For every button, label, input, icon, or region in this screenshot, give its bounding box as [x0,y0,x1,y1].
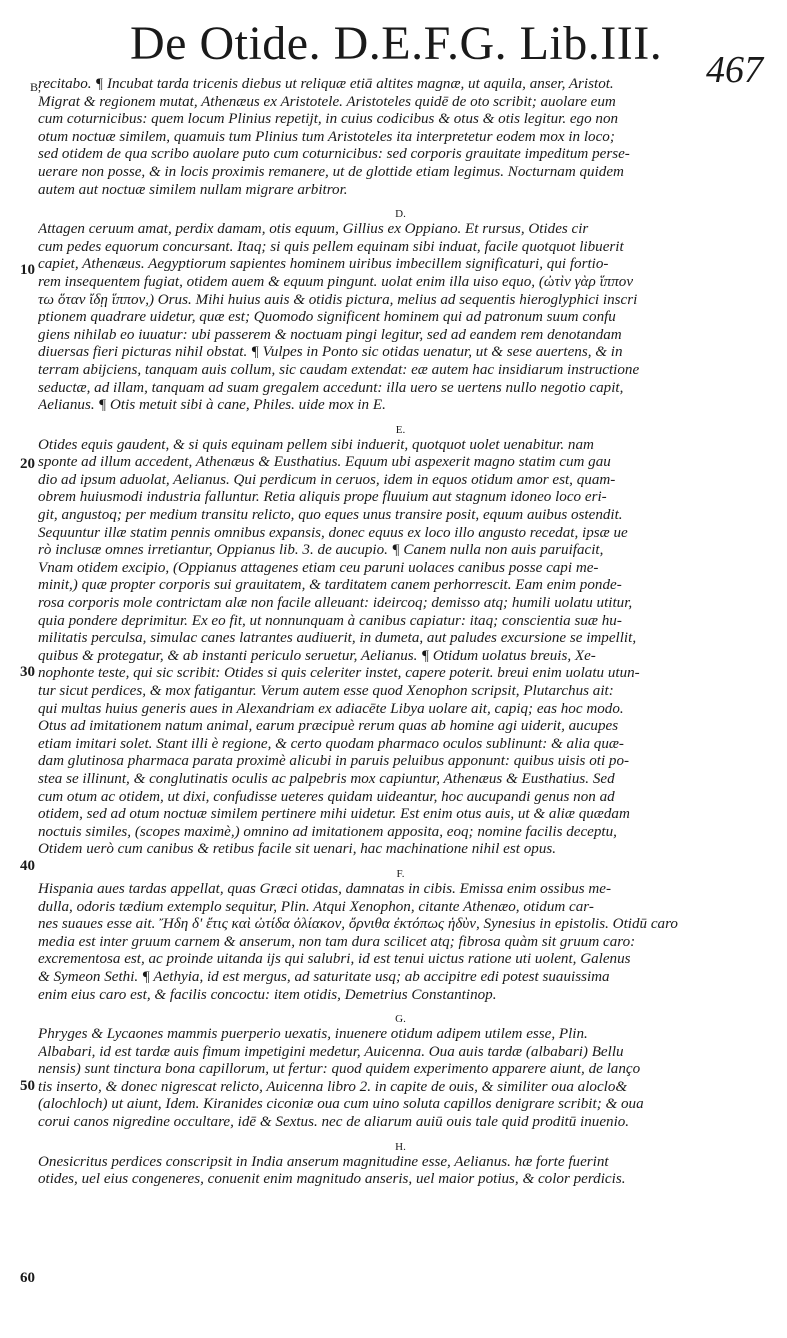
text-line: diuersas fieri picturas nihil obstat. ¶ Vulpes in Ponto sic otidas uenatur, ut & sese auertens, & in [38,344,623,361]
text-line: autem aut noctuæ similem nullam migrare arbitror. [38,181,348,198]
text-line: quia pondere deprimitur. Ex eo fit, ut nonnunquam à canibus capiatur: itaq; conscientia suæ hu- [38,612,622,629]
margin-line-number: 50 [20,1078,35,1094]
text-line: quibus & protegatur, & ab instanti periculo seruetur, Aelianus. ¶ Otidum uolatus breuis, Xe- [38,647,596,664]
text-line: Otides equis gaudent, & si quis equinam pellem sibi induerit, quotquot uolet uenabitur. nam [38,436,594,453]
text-line: Sequuntur illæ statim pennis omnibus expansis, donec equus ex loco illo angusto recedat, ipsæ ue [38,524,628,541]
margin-line-number: 30 [20,664,35,680]
text-line: τω ὅταν ἴδῃ ἵππον,) Orus. Mihi huius auis & otidis pictura, melius ad sequentis hieroglyphici inscri [38,291,638,308]
page-number: 467 [706,49,763,91]
text-line: rò inclusæ omnes irretiantur, Oppianus lib. 3. de aucupio. ¶ Canem nulla non auis paruifacit, [38,542,604,559]
text-line: (alochloch) ut aiunt, Idem. Kiranides ciconiæ oua cum uino soluta capillos denigrare scribit; & oua [38,1096,644,1113]
margin-line-number: 20 [20,456,35,472]
section-h [38,1154,763,1189]
text-line: qui multas huius generis aues in Alexandriam ex adiacēte Libya uolare ait, capiq; eas hoc modo. [38,700,624,717]
text-line: otum noctuæ similem, quamuis tum Plinius tum Aristoteles ita interpretetur eodem mox in loco; [38,128,615,145]
section-heading-h: H. [395,1140,406,1153]
text-line: obrem huiusmodi industria falluntur. Retia aliquis prope fluuium aut stagnum idoneo loco eri- [38,489,607,506]
text-line: sed otidem de qua scribo auolare puto cum coturnicibus: sed corporis grauitate impeditum perse- [38,146,630,163]
text-line: Aelianus. ¶ Otis metuit sibi à cane, Philes. uide mox in E. [38,397,386,414]
text-line: dulla, odoris tædium extemplo sequitur, Plin. Atqui Xenophon, citante Athenæo, otidum car- [38,898,594,915]
text-line: tur sicut perdices, & mox fatigantur. Verum autem esse quod Xenophon scripsit, Plutarchus ait: [38,683,614,699]
text-line: Onesicritus perdices conscripsit in India anserum magnitudine esse, Aelianus. hæ forte fuerint [38,1153,609,1170]
text-line: seductæ, ad illam, tanquam ad suam gregalem accedunt: illa uero se uertens nullo negotio capit, [38,379,624,396]
text-line: nensis) sunt tinctura bona capillorum, ut fertur: quod quidem experimento apparere aiunt, de lanço [38,1061,641,1078]
text-line: militatis perculsa, simulac canes latrantes audiuerit, in dumeta, aut paludes excursione se impellit, [38,630,637,647]
text-line: cum otum ac otidem, ut dixi, confudisse ueteres quidam uideantur, hoc aucupandi genus non ad [38,788,615,805]
text-line: Phryges & Lycaones mammis puerperio uexatis, inuenere otidum adipem utilem esse, Plin. [38,1026,588,1043]
text-line: recitabo. ¶ Incubat tarda tricenis diebus ut reliquæ etiā altites magnæ, ut aquila, anser, Aristot. [38,76,614,92]
text-line: Attagen ceruum amat, perdix damam, otis equum, Gillius ex Oppiano. Et rursus, Otides cir [38,221,589,238]
text-line: tis inserto, & donec nigrescat relicto, Auicenna libro 2. in capite de ouis, & similiter oua aloclo& [38,1078,628,1095]
text-line: enim eius caro est, & facilis concoctu: item otidis, Demetrius Constantinop. [38,986,497,1003]
text-line: otidem, sed ad otum noctuæ similem pertinere mihi uidetur. Est enim otus auis, ut & aliæ quædam [38,806,630,823]
text-line: nes suaues esse ait. Ἤδη δ' ἔτις καὶ ὠτίδα ὀλίακον, ὄρνιθα ἐκτόπως ἡδὺν, Synesius in epistolis. Otidū caro [38,916,678,933]
text-line: Hispania aues tardas appellat, quas Græci otidas, damnatas in cibis. Emissa enim ossibus me- [38,880,612,897]
text-line: minit,) quæ propter corporis sui grauitatem, & tarditatem canem perhorrescit. Eam enim ponde- [38,577,622,594]
text-line: sponte ad illum accedent, Athenæus & Eusthatius. Equum ubi aspexerit magno statim cum gau [38,454,611,471]
text-line: corui canos nigredine occultare, idē & Sextus. nec de aliarum auiū ouis tale quid proditū inuenio. [38,1114,630,1131]
text-line: ptionem quadrare uidetur, quæ est; Quomodo significent hominem qui ad patronum suum confu [38,309,616,326]
margin-line-number: 40 [20,858,35,874]
page-title: De Otide. D.E.F.G. Lib.III. [130,17,663,70]
text-line: etiam imitari solet. Stant illi è regione, & certo quodam pharmaco oculos sublinunt: & alia quæ- [38,735,624,752]
text-line: terram abijciens, tanquam auis collum, sic caudam extendat: eæ autem hac insidiarum instructione [38,361,640,378]
text-line: Albabari, id est tardæ auis fimum impetigini medetur, Auicenna. Oua auis tardæ (albabari) Bellu [38,1043,624,1060]
text-line: & Symeon Sethi. ¶ Aethyia, id est mergus, ad saturitate usq; ab accipitre edi potest suauissima [38,968,610,985]
page-body [38,76,763,1189]
section-g [38,1026,763,1132]
text-line: giens nihilab eo iuuatur: ubi passerem & noctuam pingi legitur, sed ad eandem rem denotandam [38,326,622,343]
text-line: git, angustoq; per medium transitu relicto, quo eques unus transire posit, equum auibus ostendit. [38,507,623,524]
text-line: rosa corporis mole contrictam alæ non facile alleuant: ideircoq; demisso atq; humili uolatu utitur, [38,595,633,612]
section-intro [38,76,763,199]
text-line: dam glutinosa pharmaca parata proximè alicubi in paruis peluibus apponunt: quibus uisis oti po- [38,753,630,770]
text-line: Migrat & regionem mutat, Athenæus ex Aristotele. Aristoteles quidē de oto scribit; auolare eum [38,93,616,110]
section-heading-d: D. [395,208,406,221]
text-line: rem insequentem fugiat, otidem auem & equum pingunt. uolat enim illa uiso equo, (ὠτὶν γὰρ ἵππον [38,273,634,290]
text-line: dio ad ipsum aduolat, Aelianus. Qui perdicum in ceruos, idem in equos otidum amor est, quam- [38,471,616,488]
text-line: noctuis similes, (scopes maximè,) omnino ad imitationem apposita, eoq; nomine facilis deceptu, [38,823,617,840]
text-line: cum pedes equorum concursant. Itaq; si quis pellem equinam sibi induat, facile quotquot libuerit [38,238,624,255]
text-line: cum coturnicibus: quem locum Plinius repetijt, in cuius codicibus & otus & otis legitur. ego non [38,111,619,128]
section-d [38,221,763,415]
margin-line-number: 10 [20,262,35,278]
text-line: excrementosa est, ac proinde uitanda ijs qui salubri, id est tenui uictus ratione uti uolent, Galenus [38,951,631,968]
section-f [38,881,763,1004]
margin-line-number: 60 [20,1270,35,1286]
text-line: stea se illinunt, & conglutinatis oculis ac palpebris mox capiuntur, Athenæus & Eusthatius. Sed [38,770,615,787]
text-line: Vnam otidem excipio, (Oppianus attagenes etiam ceu paruni uolaces canibus posse capi me- [38,559,599,576]
text-line: otides, uel eius congeneres, conuenit enim magnitudo anseris, uel maior potius, & color perdicis. [38,1171,626,1188]
margin-mark-b: B, [30,80,42,94]
text-line: media est inter gruum carnem & anserum, non tam dura scilicet atq; fibrosa quàm sit gruum caro: [38,933,636,950]
section-heading-e: E. [395,423,406,436]
text-line: nophonte teste, qui sic scribit: Otides si quis celeriter instet, capere poterit. breui enim uolatu utun- [38,665,640,682]
text-line: Otus ad imitationem natum animal, earum præcipuè rerum quas ab homine agi uiderit, aucupes [38,718,619,735]
section-e [38,437,763,859]
text-line: capiet, Athenæus. Aegyptiorum sapientes hominem uiribus imbecillem significaturi, qui fortio- [38,256,609,273]
text-line: uerare non posse, & in locis proximis remanere, ut de glottide etiam legimus. Nocturnam quidem [38,163,624,180]
section-heading-g: G. [395,1013,406,1026]
section-heading-f: F. [396,867,405,880]
text-line: Otidem uerò cum canibus & retibus facile sit uenari, hac machinatione nihil est opus. [38,841,557,858]
